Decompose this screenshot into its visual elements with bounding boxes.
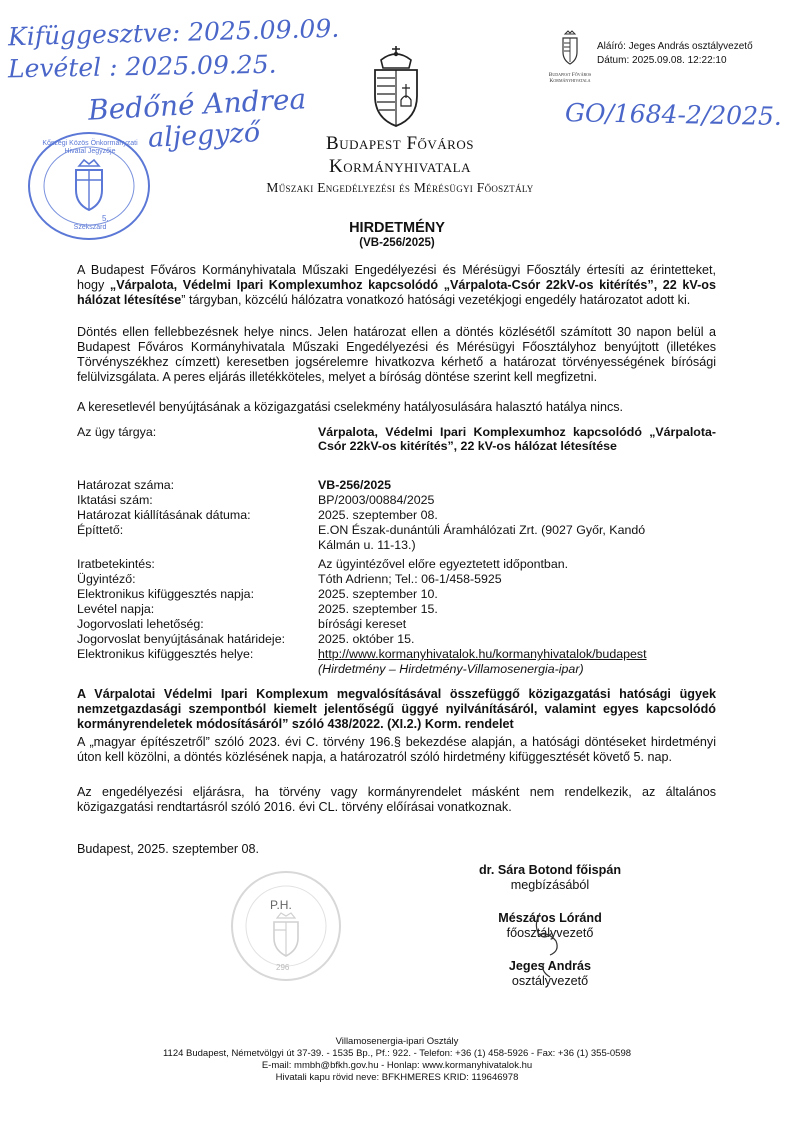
handwritten-removal-date: Levétel : 2025.09.25. — [7, 49, 277, 84]
intro-text-c: ” tárgyban, közcélú hálózatra vonatkozó hatósági vezetékjogi engedély határozatot adott ki. — [181, 293, 691, 307]
handwritten-posting-date: Kifüggesztve: 2025.09.09. — [7, 13, 340, 52]
builder-value-line1: E.ON Észak-dunántúli Áramhálózati Zrt. (9027 Győr, Kandó — [318, 523, 646, 537]
removal-date-value: 2025. szeptember 15. — [318, 602, 438, 616]
intro-paragraph-3: A keresetlevél benyújtásának a közigazgatási cselekmény hatályosulására halasztó hatálya nincs. — [77, 400, 624, 414]
footer-department: Villamosenergia-ipari Osztály — [335, 1036, 459, 1047]
footer-gateway: Hivatali kapu rövid neve: BFKHMERES KRID: 119646978 — [275, 1072, 519, 1083]
office-name-line2: Kormányhivatala — [329, 156, 471, 177]
signature-scribble-icon — [500, 905, 600, 985]
handwritten-signature-role: aljegyző — [147, 117, 261, 154]
remedy-label: Jogorvoslati lehetőség: — [77, 617, 204, 631]
officer-label: Ügyintéző: — [77, 572, 136, 586]
footer-contact: E-mail: mmbh@bfkh.gov.hu - Honlap: www.kormanyhivatalok.hu — [261, 1060, 533, 1071]
place-and-date: Budapest, 2025. szeptember 08. — [77, 842, 260, 856]
seal-number: 296 — [276, 963, 290, 972]
signer-3-role: osztályvezető — [511, 974, 589, 988]
posting-date-label: Elektronikus kifüggesztés napja: — [77, 587, 255, 601]
signer-info: Aláíró: Jeges András osztályvezető — [597, 41, 753, 52]
office-name-line1: Budapest Főváros — [326, 133, 474, 154]
signature-date: Dátum: 2025.09.08. 12:22:10 — [597, 55, 727, 66]
inspection-value: Az ügyintézővel előre egyeztetett időpontban. — [318, 557, 569, 571]
location-link[interactable]: http://www.kormanyhivatalok.hu/kormanyhivatalok/budapest — [318, 647, 647, 661]
filing-number-label: Iktatási szám: — [77, 493, 153, 507]
deadline-label: Jogorvoslat benyújtásának határideje: — [77, 632, 286, 646]
inspection-label: Iratbetekintés: — [77, 557, 155, 571]
decree-heading: A Várpalotai Védelmi Ipari Komplexum megvalósításával összefüggő közigazgatási hatósági ügyek nemzetgazdasági szempontból kiemelt jelentőségű üggyé nyilvánításáról, valamint egyes kapcsolódó kormányrendeletek módosításáról” szóló 438/2022. (XI.2.) Korm. rendelet — [77, 687, 716, 731]
deadline-value: 2025. október 15. — [318, 632, 415, 646]
builder-value-line2: Kálmán u. 11-13.) — [318, 538, 416, 552]
logo-text-line1: Budapest Főváros — [548, 72, 592, 78]
handwritten-signature-name: Bedőné Andrea — [87, 82, 307, 127]
footer-address: 1124 Budapest, Németvölgyi út 37-39. - 1535 Bp., Pf.: 922. - Telefon: +36 (1) 458-5926 - Fax: +36 (1) 355-0598 — [162, 1048, 632, 1059]
decision-number-label: Határozat száma: — [77, 478, 175, 492]
coat-of-arms — [365, 40, 427, 130]
stamp-number: 5. — [102, 214, 109, 223]
stamp-bottom-text: Szekszárd — [73, 224, 107, 231]
small-coat-of-arms-icon — [545, 30, 595, 66]
signer-1-role: megbízásából — [510, 878, 590, 892]
page-title: HIRDETMÉNY — [349, 220, 445, 236]
filing-number-value: BP/2003/00884/2025 — [318, 493, 435, 507]
stamp-ring-text: Kőszegi Közös Önkormányzati Hivatal Jegyzője — [42, 140, 138, 155]
decree-paragraph-2: Az engedélyezési eljárásra, ha törvény vagy kormányrendelet másként nem rendelkezik, az általános közigazgatási rendtartásról szóló 2016. évi CL. törvény előírásai vonatkoznak. — [77, 785, 716, 814]
remedy-value: bírósági kereset — [318, 617, 407, 631]
signer-2-name: Mészáros Lóránd — [498, 911, 602, 925]
intro-text-a: A Budapest Főváros Kormányhivatala Műszaki Engedélyezési és Mérésügyi Főosztály értesíti az érintetteket, hogy — [77, 263, 716, 292]
removal-date-label: Levétel napja: — [77, 602, 155, 616]
signer-3-name: Jeges András — [508, 959, 592, 973]
posting-date-value: 2025. szeptember 10. — [318, 587, 438, 601]
hungarian-coat-of-arms-icon — [365, 40, 427, 130]
handwritten-reference-number: GO/1684-2/2025. — [564, 98, 783, 131]
page-subtitle: (VB-256/2025) — [359, 237, 435, 249]
subject-value: Várpalota, Védelmi Ipari Komplexumhoz kapcsolódó „Várpalota-Csór 22kV-os kitérítés”, 22 kV-os hálózat létesítése — [318, 425, 716, 454]
intro-paragraph-1 — [77, 263, 716, 308]
officer-value: Tóth Adrienn; Tel.: 06-1/458-5925 — [318, 572, 502, 586]
signer-2-role: főosztályvezető — [506, 926, 594, 940]
municipal-stamp — [24, 130, 154, 242]
official-seal-stamp — [228, 868, 344, 984]
logo-text-line2: Kormányhivatala — [549, 78, 591, 84]
department-name: Műszaki Engedélyezési és Mérésügyi Főosztály — [266, 180, 534, 195]
issue-date-label: Határozat kiállításának dátuma: — [77, 508, 251, 522]
intro-project-title: „Várpalota, Védelmi Ipari Komplexumhoz kapcsolódó „Várpalota-Csór 22kV-os kitérítés”, 22 kV-os hálózat létesítése — [77, 278, 717, 307]
builder-label: Építtető: — [77, 523, 124, 537]
decree-paragraph-1: A „magyar építészetről” szóló 2023. évi C. törvény 196.§ bekezdése alapján, a hatósági döntéseket hirdetményi úton kell közölni, a döntés közlésének napja, a határozatról szóló hirdetmény kifüggesztését követő 5. nap. — [77, 735, 716, 764]
location-path: (Hirdetmény – Hirdetmény-Villamosenergia-ipar) — [318, 662, 584, 676]
location-label: Elektronikus kifüggesztés helye: — [77, 647, 254, 661]
signer-1-name: dr. Sára Botond főispán — [478, 863, 622, 877]
digital-signature-logo — [545, 30, 595, 84]
subject-label: Az ügy tárgya: — [77, 425, 157, 439]
intro-paragraph-2: Döntés ellen fellebbezésnek helye nincs. Jelen határozat ellen a döntés közlésétől számított 30 napon belül a Budapest Főváros Kormányhivatala Műszaki Engedélyezési és Mérésügyi Főosztályhoz benyújtott (illetékes Törvényszékhez címzett) keresetben jogsérelemre hivatkozva kérhető a határozat törvényességének bírósági felülvizsgálata. A peres eljárás illetékköteles, melyet a bíróság döntése szerint kell megfizetni. — [77, 325, 716, 384]
seal-label: P.H. — [270, 898, 292, 912]
decision-number-value: VB-256/2025 — [318, 478, 392, 492]
issue-date-value: 2025. szeptember 08. — [318, 508, 438, 522]
